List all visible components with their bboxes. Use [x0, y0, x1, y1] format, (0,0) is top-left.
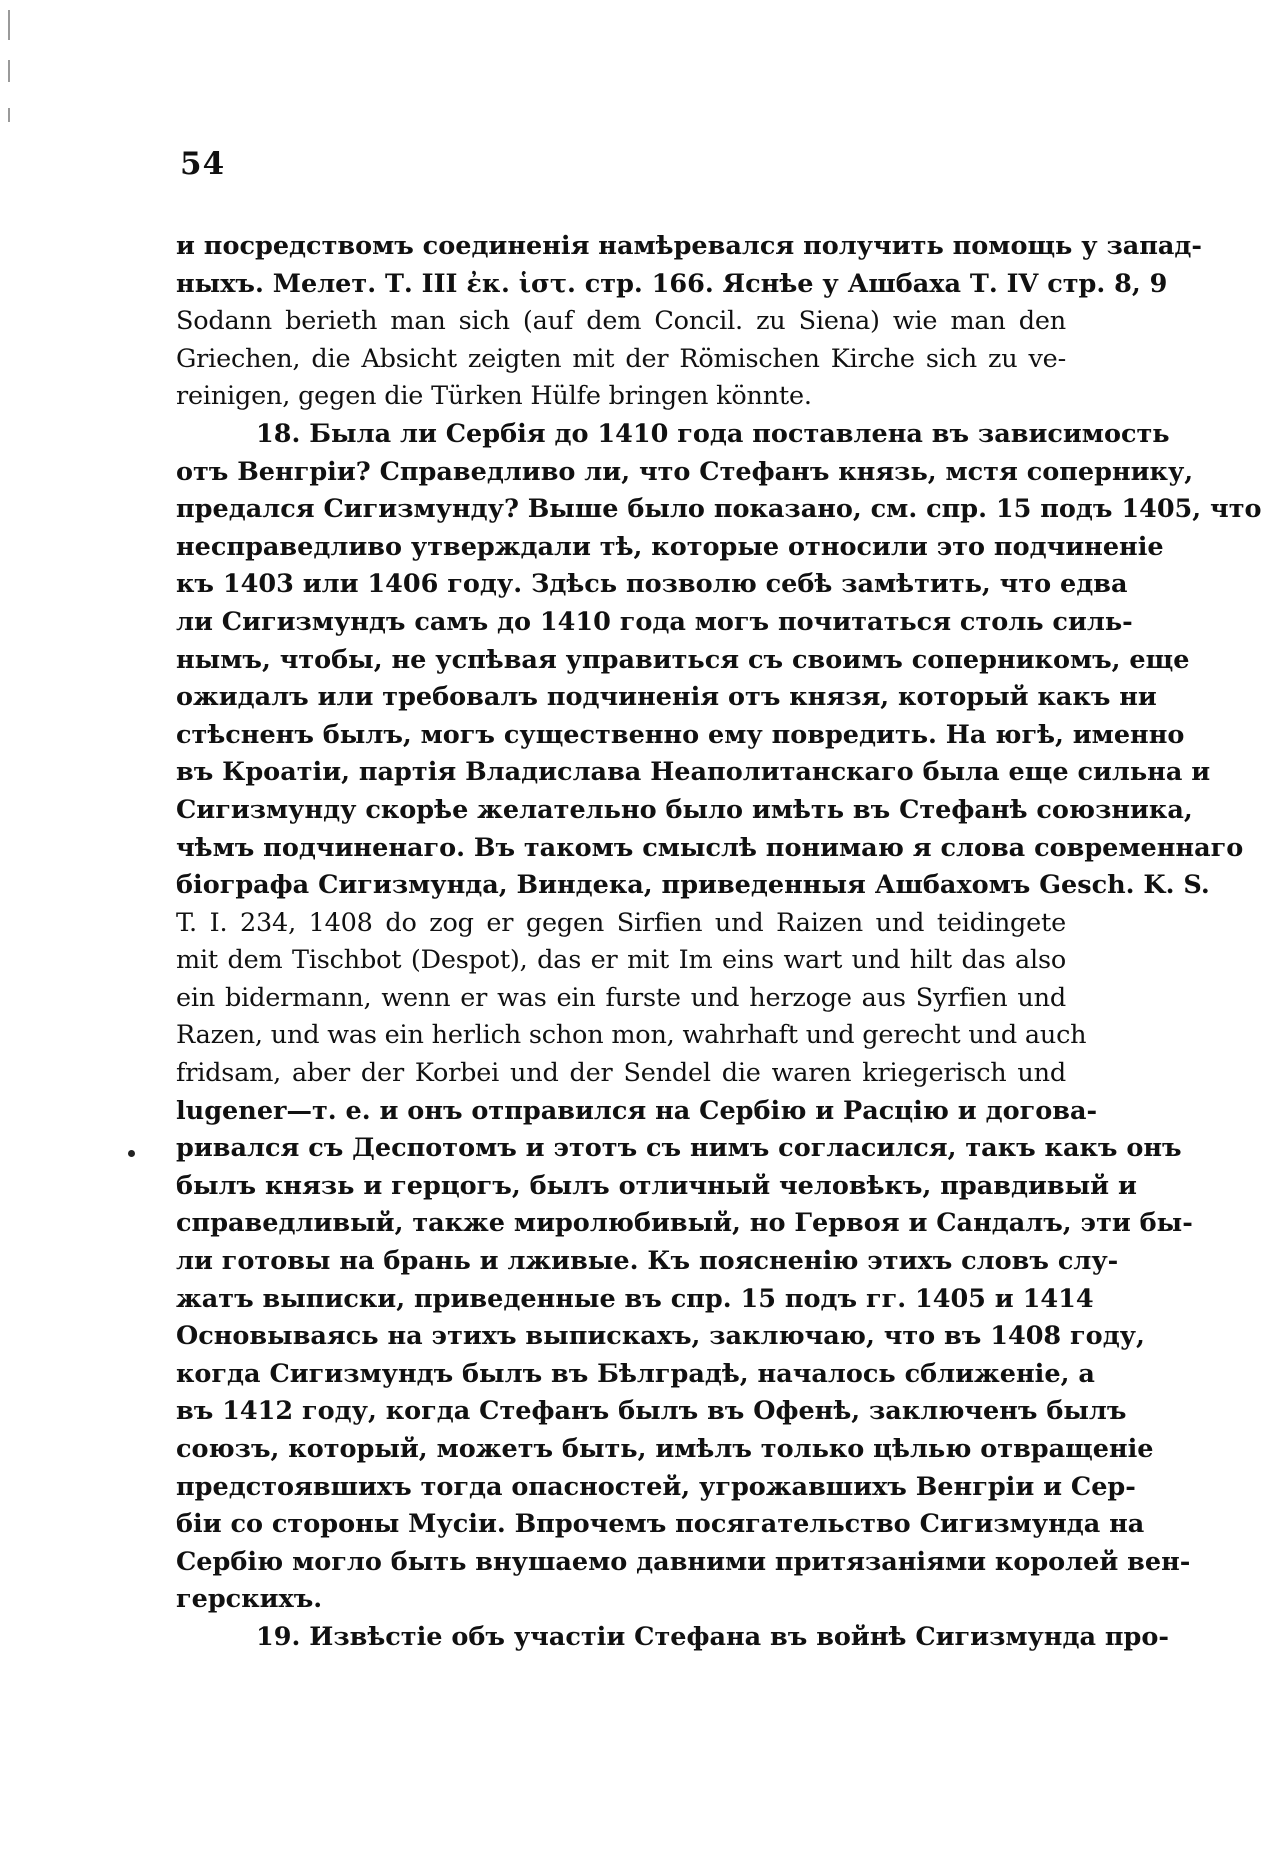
text-line: чѣмъ подчиненаго. Въ такомъ смыслѣ понимаю я слова современнаго	[176, 832, 1244, 863]
text-line: несправедливо утверждали тѣ, которые относили это подчиненіе	[176, 531, 1164, 562]
body-text	[176, 228, 1262, 1657]
text-line: Sodann berieth man sich (auf dem Concil. zu Siena) wie man den	[176, 306, 1066, 337]
text-line: отъ Венгріи? Справедливо ли, что Стефанъ князь, мстя сопернику,	[176, 456, 1194, 487]
text-line: ныхъ. Мелет. Т. III ἐκ. ἱστ. стр. 166. Яснѣе у Ашбаха Т. IV стр. 8, 9	[176, 268, 1168, 299]
text-line: Griechen, die Absicht zeigten mit der Römischen Kirche sich zu ve-	[176, 343, 1066, 374]
scan-edge-mark	[8, 10, 10, 40]
text-line: въ Кроатіи, партія Владислава Неаполитанскаго была еще сильна и	[176, 757, 1211, 788]
text-line: T. I. 234, 1408 do zog er gegen Sirfien und Raizen und teidingete	[176, 907, 1066, 938]
text-line: Сербію могло быть внушаемо давними притязаніями королей вен-	[176, 1546, 1191, 1577]
text-line: когда Сигизмундъ былъ въ Бѣлградѣ, началось сближеніе, а	[176, 1358, 1095, 1389]
text-line: біи со стороны Мусіи. Впрочемъ посягательство Сигизмунда на	[176, 1509, 1145, 1540]
text-line: ожидалъ или требовалъ подчиненія отъ князя, который какъ ни	[176, 682, 1157, 713]
text-line: и посредствомъ соединенія намѣревался получить помощь у запад-	[176, 231, 1203, 261]
scan-edge-mark	[8, 60, 10, 82]
text-line: біографа Сигизмунда, Виндека, приведенныя Ашбахомъ Gesch. K. S.	[176, 870, 1210, 901]
text-line: союзъ, который, можетъ быть, имѣлъ только цѣлью отвращеніе	[176, 1434, 1154, 1464]
text-line: ein bidermann, wenn er was ein furste und herzoge aus Syrfien und	[176, 982, 1066, 1013]
page-number: 54	[180, 146, 226, 182]
text-line: Сигизмунду скорѣе желательно было имѣть въ Стефанѣ союзника,	[176, 794, 1193, 825]
text-line: стѣсненъ былъ, могъ существенно ему повредить. На югѣ, именно	[176, 719, 1185, 750]
text-line: нымъ, чтобы, не успѣвая управиться съ своимъ соперникомъ, еще	[176, 644, 1190, 675]
text-line: Razen, und was ein herlich schon mon, wahrhaft und gerecht und auch	[176, 1020, 1087, 1051]
paragraph-19-start: 19. Извѣстіе объ участіи Стефана въ войнѣ Сигизмунда про-	[256, 1621, 1169, 1652]
text-line: mit dem Tischbot (Despot), das er mit Im eins wart und hilt das also	[176, 945, 1066, 976]
text-line: fridsam, aber der Korbei und der Sendel die waren kriegerisch und	[176, 1058, 1066, 1089]
margin-dot-mark	[128, 1150, 135, 1157]
text-line: ли готовы на брань и лживые. Къ поясненію этихъ словъ слу-	[176, 1246, 1119, 1277]
text-line: ривался съ Деспотомъ и этотъ съ нимъ согласился, такъ какъ онъ	[176, 1133, 1182, 1164]
paragraph-18-start: 18. Была ли Сербія до 1410 года поставлена въ зависимость	[256, 418, 1170, 449]
text-line: къ 1403 или 1406 году. Здѣсь позволю себѣ замѣтить, что едва	[176, 569, 1128, 600]
text-line: reinigen, gegen die Türken Hülfe bringen könnte.	[176, 381, 812, 412]
text-line: былъ князь и герцогъ, былъ отличный человѣкъ, правдивый и	[176, 1170, 1137, 1201]
text-line: lugener—т. е. и онъ отправился на Сербію и Расцію и догова-	[176, 1095, 1098, 1126]
text-line: справедливый, также миролюбивый, но Гервоя и Сандалъ, эти бы-	[176, 1208, 1193, 1239]
text-line: предался Сигизмунду? Выше было показано, см. спр. 15 подъ 1405, что	[176, 494, 1262, 525]
text-line: Основываясь на этихъ выпискахъ, заключаю, что въ 1408 году,	[176, 1321, 1145, 1352]
scan-edge-mark	[8, 108, 10, 122]
text-line: жатъ выписки, приведенные въ спр. 15 подъ гг. 1405 и 1414	[176, 1283, 1094, 1314]
text-line: въ 1412 году, когда Стефанъ былъ въ Офенѣ, заключенъ былъ	[176, 1396, 1127, 1427]
text-line: предстоявшихъ тогда опасностей, угрожавшихъ Венгріи и Сер-	[176, 1471, 1136, 1502]
text-line: герскихъ.	[176, 1584, 323, 1615]
text-line: ли Сигизмундъ самъ до 1410 года могъ почитаться столь силь-	[176, 606, 1133, 637]
